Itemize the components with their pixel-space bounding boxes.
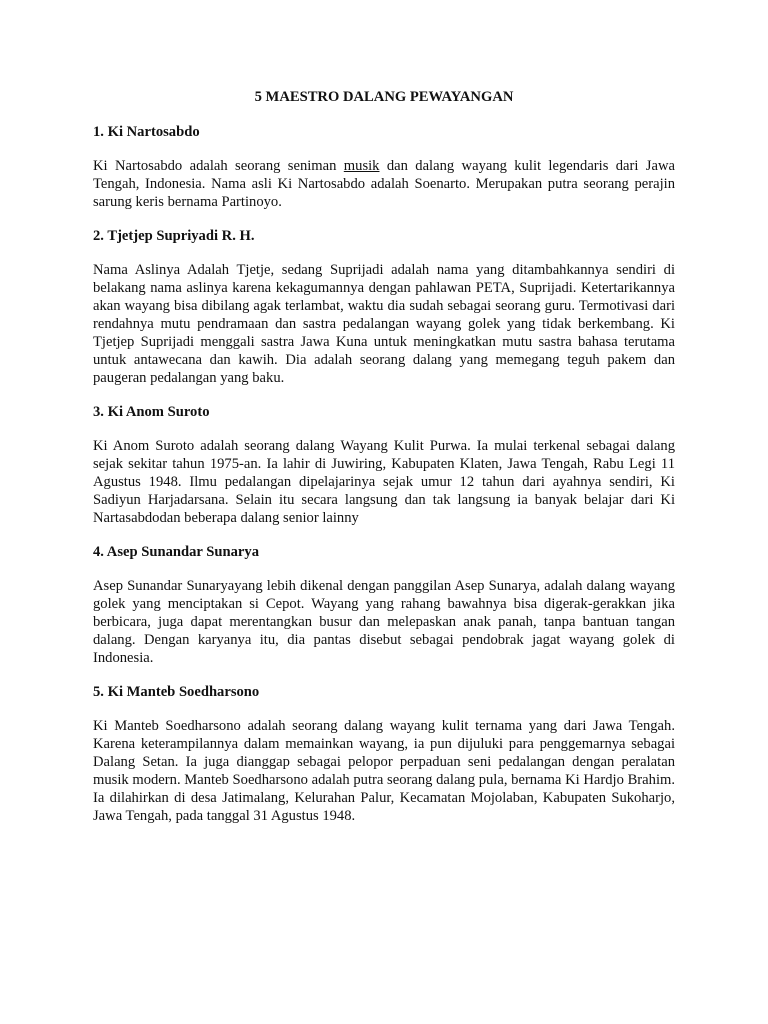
section-heading-3: 3. Ki Anom Suroto (93, 404, 210, 420)
section-paragraph-3: Ki Anom Suroto adalah seorang dalang Wayang Kulit Purwa. Ia mulai terkenal sebagai dalang sejak sekitar tahun 1975-an. Ia lahir di Juwiring, Kabupaten Klaten, Jawa Tengah, Rabu Legi 11 Agustus 1948. Ilmu pedalangan dipelajarinya sejak umur 12 tahun dari ayahnya sendiri, Ki Sadiyun Harjadarsana. Selain itu secara langsung dan tak langsung ia banyak belajar dari Ki Nartasabdodan beberapa dalang senior lainny (93, 438, 675, 526)
document-page (93, 88, 675, 841)
section-paragraph-1 (93, 157, 675, 211)
section-heading-2: 2. Tjetjep Supriyadi R. H. (93, 228, 255, 244)
section-paragraph-5: Ki Manteb Soedharsono adalah seorang dalang wayang kulit ternama yang dari Jawa Tengah. Karena keterampilannya dalam memainkan wayang, ia pun dijuluki para penggemarnya sebagai Dalang Setan. Ia juga dianggap sebagai pelopor perpaduan seni pedalangan dengan peralatan musik modern. Manteb Soedharsono adalah putra seorang dalang pula, bernama Ki Hardjo Brahim. Ia dilahirkan di desa Jatimalang, Kelurahan Palur, Kecamatan Mojolaban, Kabupaten Sukoharjo, Jawa Tengah, pada tanggal 31 Agustus 1948. (93, 718, 675, 824)
section-paragraph-4: Asep Sunandar Sunaryayang lebih dikenal dengan panggilan Asep Sunarya, adalah dalang wayang golek yang menciptakan si Cepot. Wayang yang rahang bawahnya bisa digerak-gerakkan jika berbicara, juga dapat merentangkan busur dan melepaskan anak panah, tanpa bantuan tangan dalang. Dengan karyanya itu, dia pantas disebut sebagai pendobrak jagat wayang golek di Indonesia. (93, 578, 675, 666)
paragraph-text: Ki Nartosabdo adalah seorang seniman (93, 158, 344, 174)
document-title: 5 MAESTRO DALANG PEWAYANGAN (254, 89, 514, 105)
section-paragraph-2: Nama Aslinya Adalah Tjetje, sedang Suprijadi adalah nama yang ditambahkannya sendiri di belakang nama aslinya karena kekagumannya dengan pahlawan PETA, Suprijadi. Ketertarikannya akan wayang bisa dibilang agak terlambat, waktu dia sudah sebagai seorang guru. Termotivasi dari rendahnya mutu pendramaan dan sastra pedalangan wayang golek yang tidak berkembang. Ki Tjetjep Suprijadi menggali sastra Jawa Kuna untuk meningkatkan mutu sastra bahasa terutama untuk antawecana dan kawih. Dia adalah seorang dalang yang memegang teguh pakem dan paugeran pedalangan yang baku. (93, 262, 675, 386)
section-heading-1: 1. Ki Nartosabdo (93, 124, 200, 140)
section-heading-5: 5. Ki Manteb Soedharsono (93, 684, 260, 700)
section-heading-4: 4. Asep Sunandar Sunarya (93, 544, 260, 560)
musik-link[interactable]: musik (343, 158, 380, 174)
paragraph-text: dan dalang wayang kulit legendaris dari Jawa Tengah, Indonesia. Nama asli Ki Nartosabdo adalah Soenarto. Merupakan putra seorang perajin sarung keris bernama Partinoyo. (93, 158, 675, 210)
